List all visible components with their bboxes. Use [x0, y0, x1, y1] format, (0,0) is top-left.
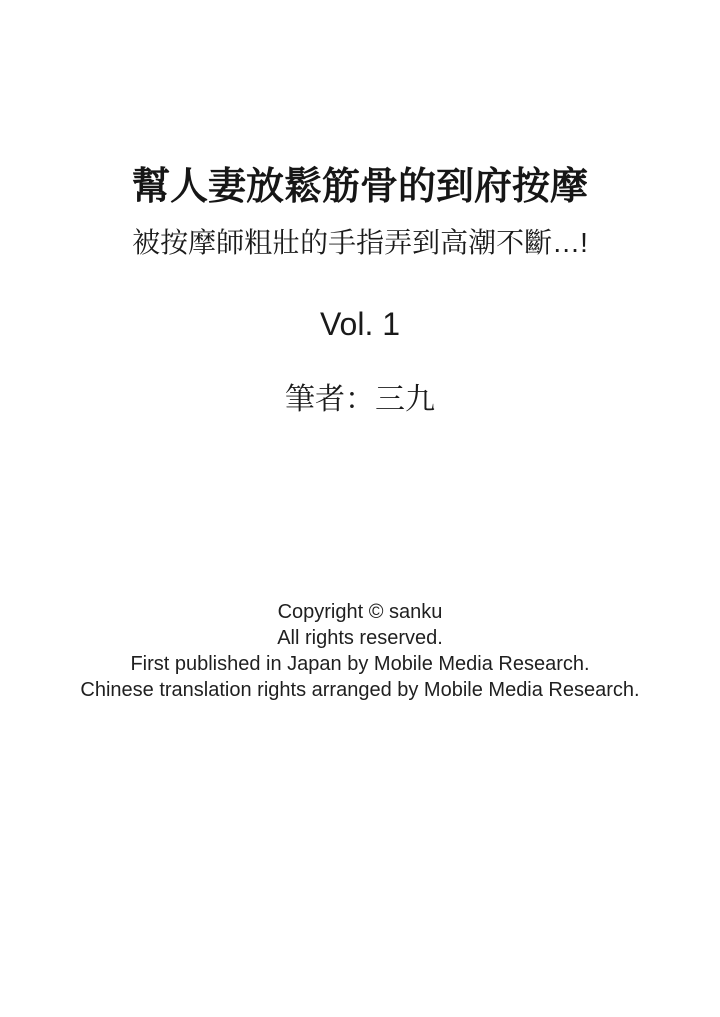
copyright-block — [0, 599, 720, 703]
copyright-line-1: Copyright © sanku — [277, 601, 443, 623]
copyright-line-3: First published in Japan by Mobile Media Research. — [130, 653, 590, 675]
volume-label: Vol. 1 — [319, 306, 401, 342]
copyright-line-4: Chinese translation rights arranged by Mobile Media Research. — [80, 679, 640, 701]
book-title: 幫人妻放鬆筋骨的到府按摩 — [131, 166, 588, 208]
author-credit: 筆者：三九 — [285, 383, 435, 416]
book-subtitle: 被按摩師粗壯的手指弄到高潮不斷…! — [132, 227, 588, 258]
copyright-line-2: All rights reserved. — [277, 627, 443, 649]
